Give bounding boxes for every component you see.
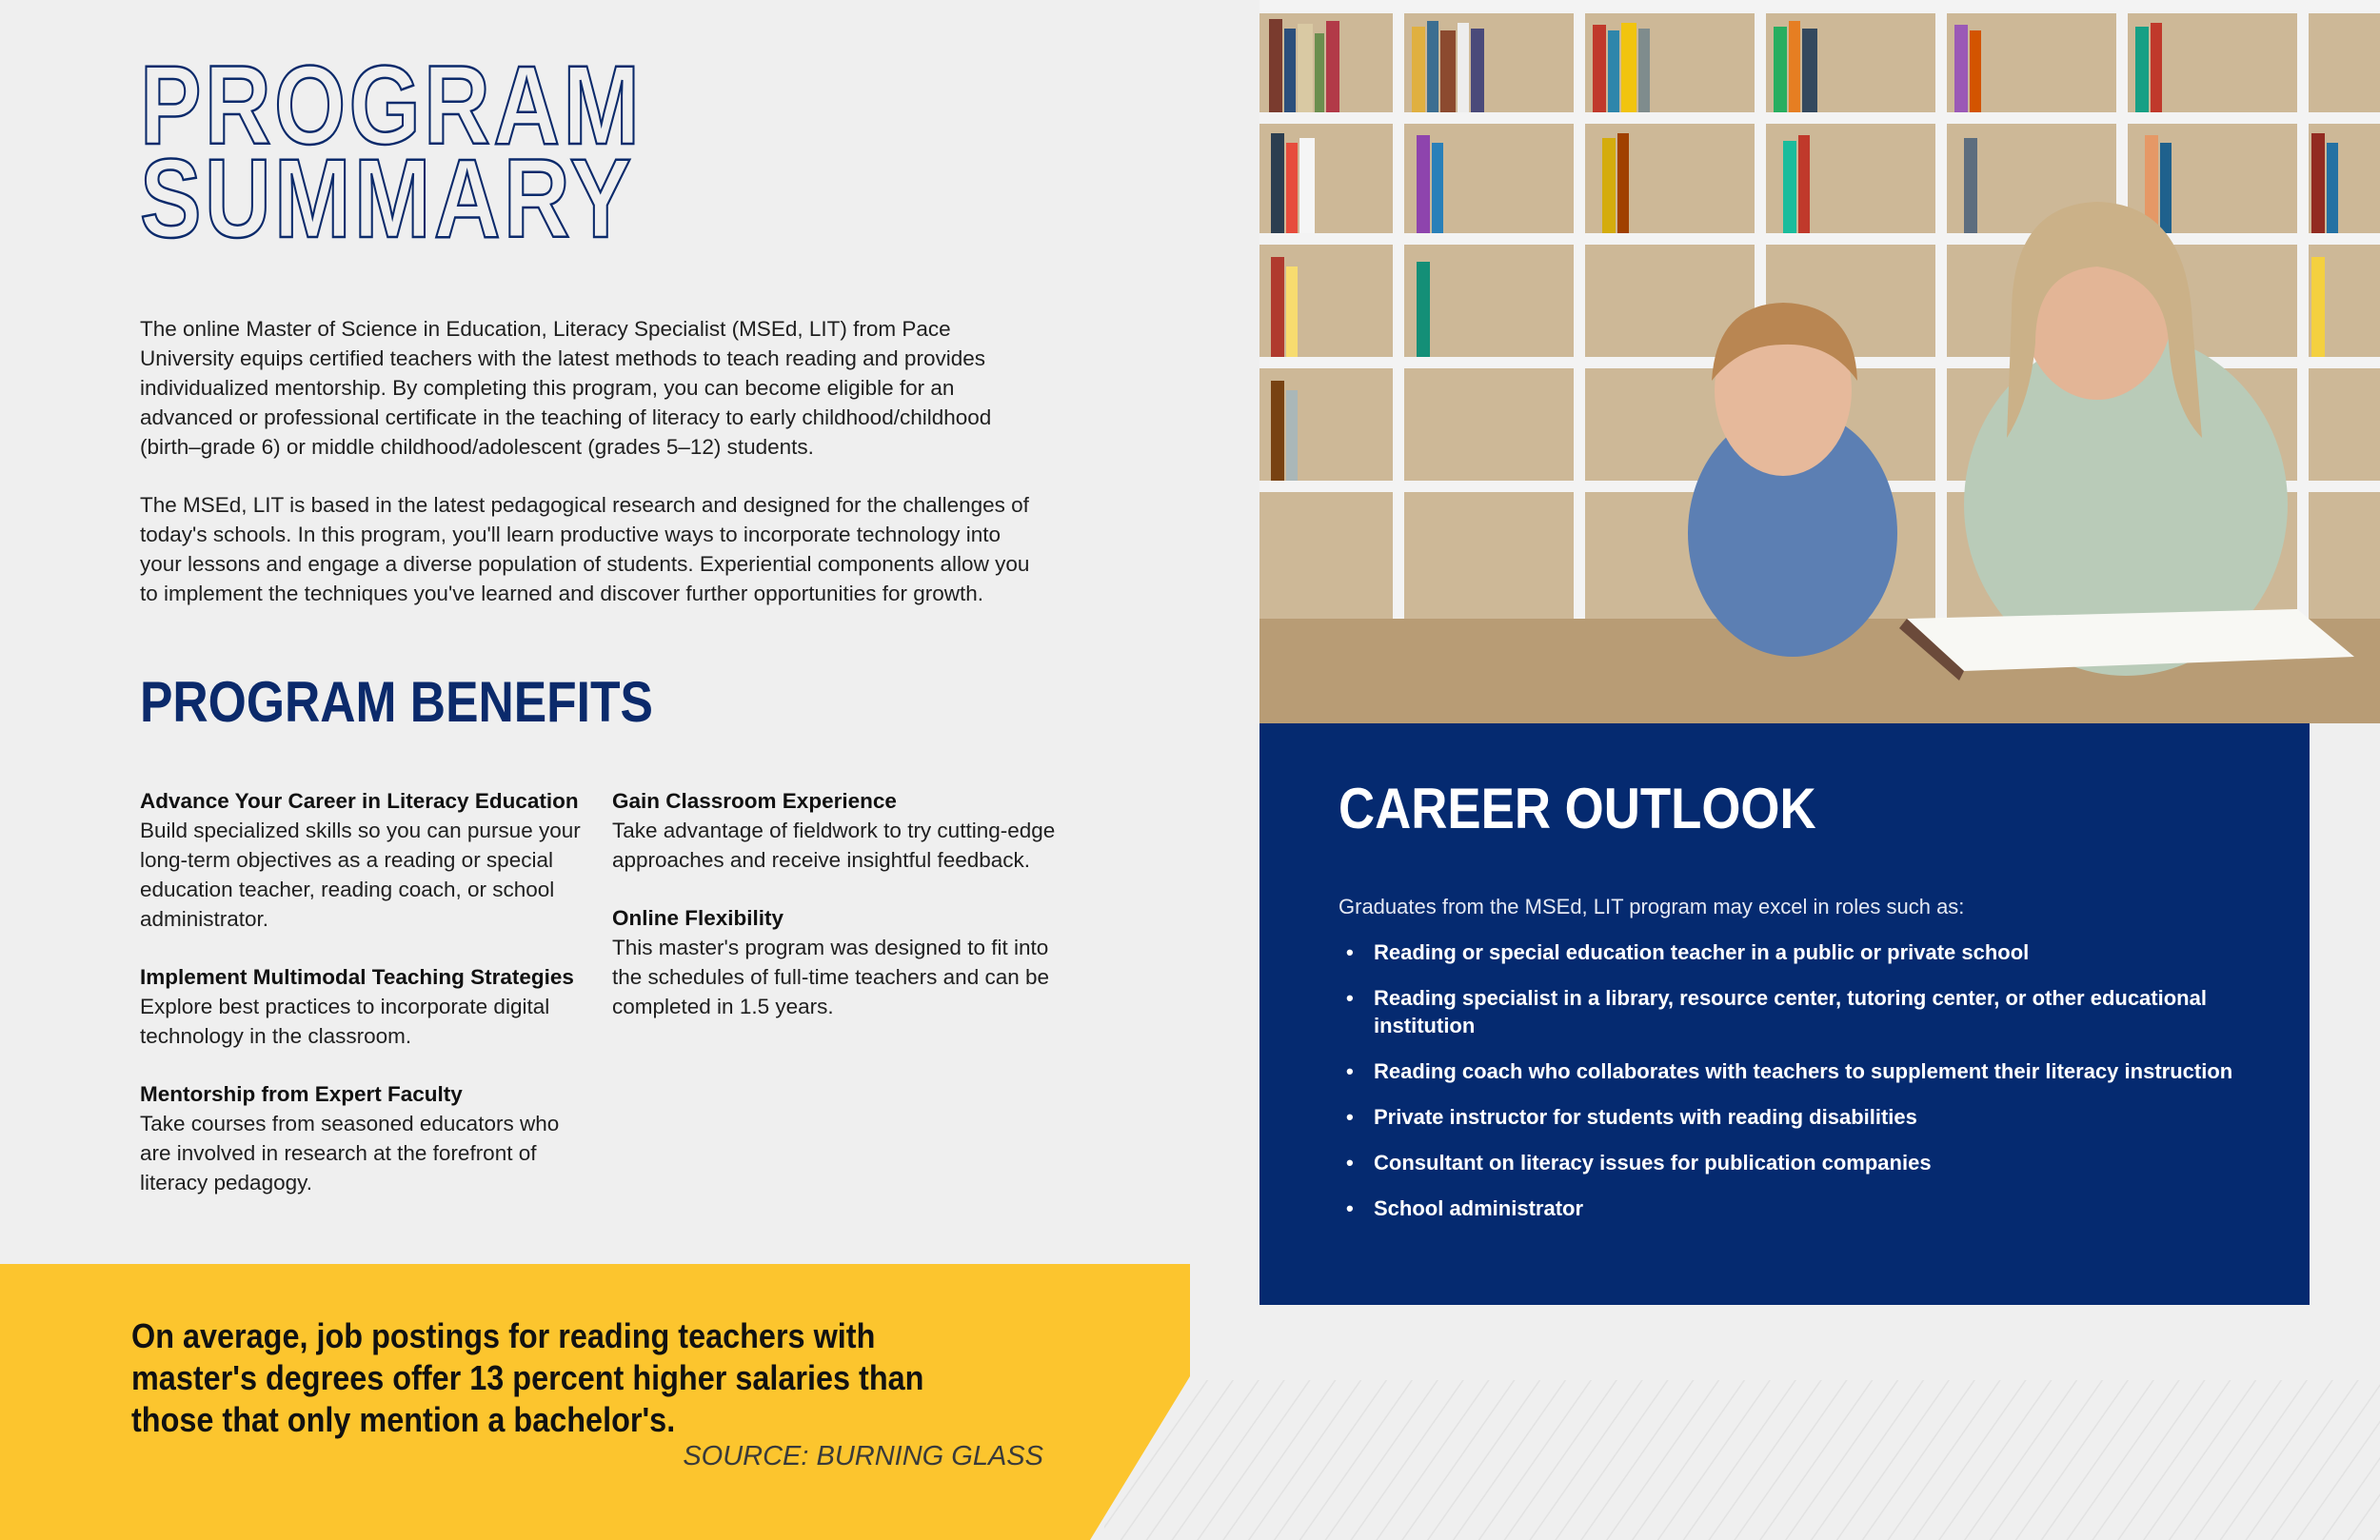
role-label: Reading coach who collaborates with teachers to supplement their literacy instruction (1374, 1059, 2233, 1083)
benefit-text: Explore best practices to incorporate digital technology in the classroom. (140, 995, 550, 1048)
list-item (1339, 1149, 2271, 1176)
benefit-text: This master's program was designed to fit into the schedules of full-time teachers and can be completed in 1.5 years. (612, 936, 1050, 1018)
benefits-heading: PROGRAM BENEFITS (140, 670, 653, 734)
diagonal-stripe-pattern (1104, 1380, 2380, 1540)
bullet-icon: • (1346, 1196, 1354, 1220)
benefit-item (612, 786, 1060, 875)
title-line-2: SUMMARY (140, 136, 635, 262)
benefit-text: Take courses from seasoned educators who are involved in research at the forefront of literacy pedagogy. (140, 1112, 560, 1194)
role-label: Private instructor for students with reading disabilities (1374, 1105, 1917, 1129)
summary-paragraph: The MSEd, LIT is based in the latest pedagogical research and designed for the challenges of today's schools. In this program, you'll learn productive ways to incorporate technology into your lessons and engage a diverse population of students. Experiential components allow you to implement the techniques you've learned and discover further opportunities for growth. (140, 493, 1030, 605)
benefit-title: Implement Multimodal Teaching Strategies (140, 965, 574, 989)
salary-quote: On average, job postings for reading teachers with master's degrees offer 13 percent higher salaries than those that only mention a bachelor's. (131, 1316, 924, 1439)
list-item (1339, 1194, 2271, 1222)
bookshelf-photo-illustration (1259, 0, 2380, 723)
benefits-column-right (612, 786, 1060, 1050)
bullet-icon: • (1346, 1059, 1354, 1083)
program-summary (140, 314, 1044, 637)
benefit-title: Advance Your Career in Literacy Education (140, 789, 579, 813)
list-item (1339, 1057, 2271, 1085)
bullet-icon: • (1346, 986, 1354, 1010)
benefit-text: Take advantage of fieldwork to try cutting-edge approaches and receive insightful feedback. (612, 819, 1056, 872)
benefit-item (140, 786, 587, 934)
benefit-title: Mentorship from Expert Faculty (140, 1082, 463, 1106)
role-label: Reading or special education teacher in a public or private school (1374, 940, 2030, 964)
role-label: Consultant on literacy issues for publication companies (1374, 1151, 1932, 1175)
role-label: Reading specialist in a library, resource center, tutoring center, or other educational institution (1374, 986, 2207, 1037)
title-line-1: PROGRAM (140, 43, 644, 168)
role-label: School administrator (1374, 1196, 1584, 1220)
benefit-item (612, 903, 1060, 1021)
career-intro: Graduates from the MSEd, LIT program may excel in roles such as: (1339, 895, 1965, 918)
career-heading: CAREER OUTLOOK (1339, 777, 1816, 840)
bullet-icon: • (1346, 1151, 1354, 1175)
quote-source: SOURCE: BURNING GLASS (683, 1441, 1043, 1471)
benefit-title: Online Flexibility (612, 906, 784, 930)
list-item (1339, 984, 2271, 1039)
list-item (1339, 1103, 2271, 1131)
benefit-title: Gain Classroom Experience (612, 789, 897, 813)
summary-paragraph: The online Master of Science in Education, Literacy Specialist (MSEd, LIT) from Pace University equips certified teachers with the latest methods to teach reading and provides individualized mentorship. By completing this program, you can become eligible for an advanced or professional certificate in the teaching of literacy to early childhood/childhood (birth–grade 6) or middle childhood/adolescent (grades 5–12) students. (140, 317, 992, 459)
benefit-item (140, 962, 587, 1051)
list-item (1339, 938, 2271, 966)
benefit-item (140, 1079, 587, 1197)
page-title (140, 43, 644, 262)
bullet-icon: • (1346, 1105, 1354, 1129)
teacher-student-reading-photo (1259, 0, 2380, 723)
career-outlook-panel (1259, 723, 2310, 1305)
benefits-column-left (140, 786, 587, 1226)
career-roles-list (1339, 938, 2271, 1240)
benefit-text: Build specialized skills so you can pursue your long-term objectives as a reading or special education teacher, reading coach, or school administrator. (140, 819, 581, 931)
bullet-icon: • (1346, 940, 1354, 964)
